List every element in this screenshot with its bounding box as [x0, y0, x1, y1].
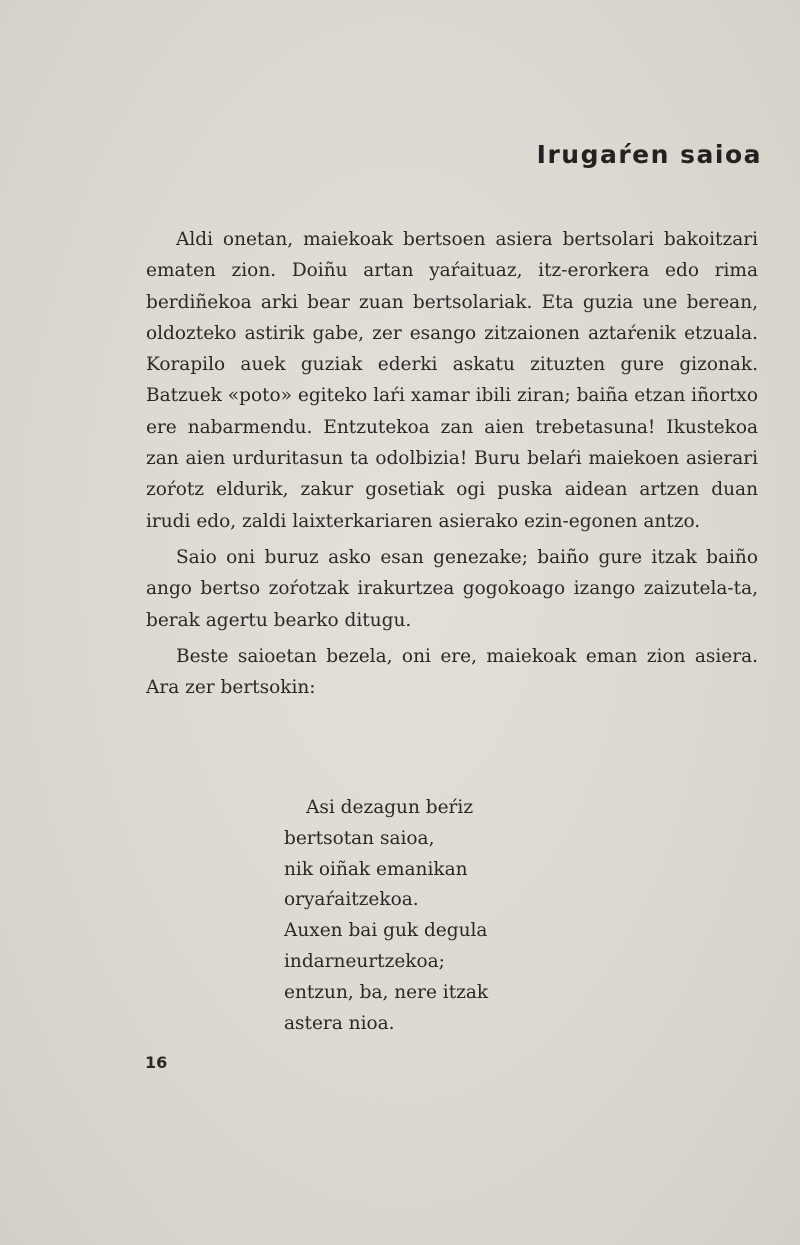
verse-line: Asi dezagun beŕiz: [306, 797, 474, 818]
verse-line: indarneurtzekoa;: [284, 950, 445, 972]
verse-line: Auxen bai guk degula: [284, 920, 488, 942]
verse-line: nik oiñak emanikan: [284, 858, 468, 880]
verse-stanza: [284, 793, 488, 1039]
paragraph-1: Aldi onetan, maiekoak bertsoen asiera bertsolari bakoitzari ematen zion. Doiñu artan yaŕaituaz, itz-erorkera edo rima berdiñekoa arki bear zuan bertsolariak. Eta guzia une berean, oldozteko astirik gabe, zer esango zitzaionen aztaŕenik etzuala. Korapilo auek guziak ederki askatu zituzten gure gizonak. Batzuek «poto» egiteko laŕi xamar ibili ziran; baiña etzan iñortxo ere nabarmendu. Entzutekoa zan aien trebetasuna! Ikustekoa zan aien urduritasun ta odolbizia! Buru belaŕi maiekoen asierari zoŕotz eldurik, zakur gosetiak ogi puska aidean artzen duan irudi edo, zaldi laixterkariaren asierako ezin-egonen antzo.: [146, 229, 758, 532]
verse-line: astera nioa.: [284, 1012, 395, 1034]
paragraph-2: Saio oni buruz asko esan genezake; baiño gure itzak baiño ango bertso zoŕotzak irakurtzea gogokoago izango zaizutela-ta, berak agertu bearko ditugu.: [146, 546, 758, 631]
verse-line: entzun, ba, nere itzak: [284, 981, 489, 1003]
page-number: 16: [145, 1053, 168, 1072]
paragraph-3: Beste saioetan bezela, oni ere, maiekoak eman zion asiera. Ara zer bertsokin:: [146, 645, 758, 699]
section-heading: Irugaŕen saioa: [536, 140, 762, 169]
verse-line: oryaŕaitzekoa.: [284, 889, 419, 911]
prose-body: [146, 224, 758, 703]
verse-line: bertsotan saioa,: [284, 827, 435, 849]
